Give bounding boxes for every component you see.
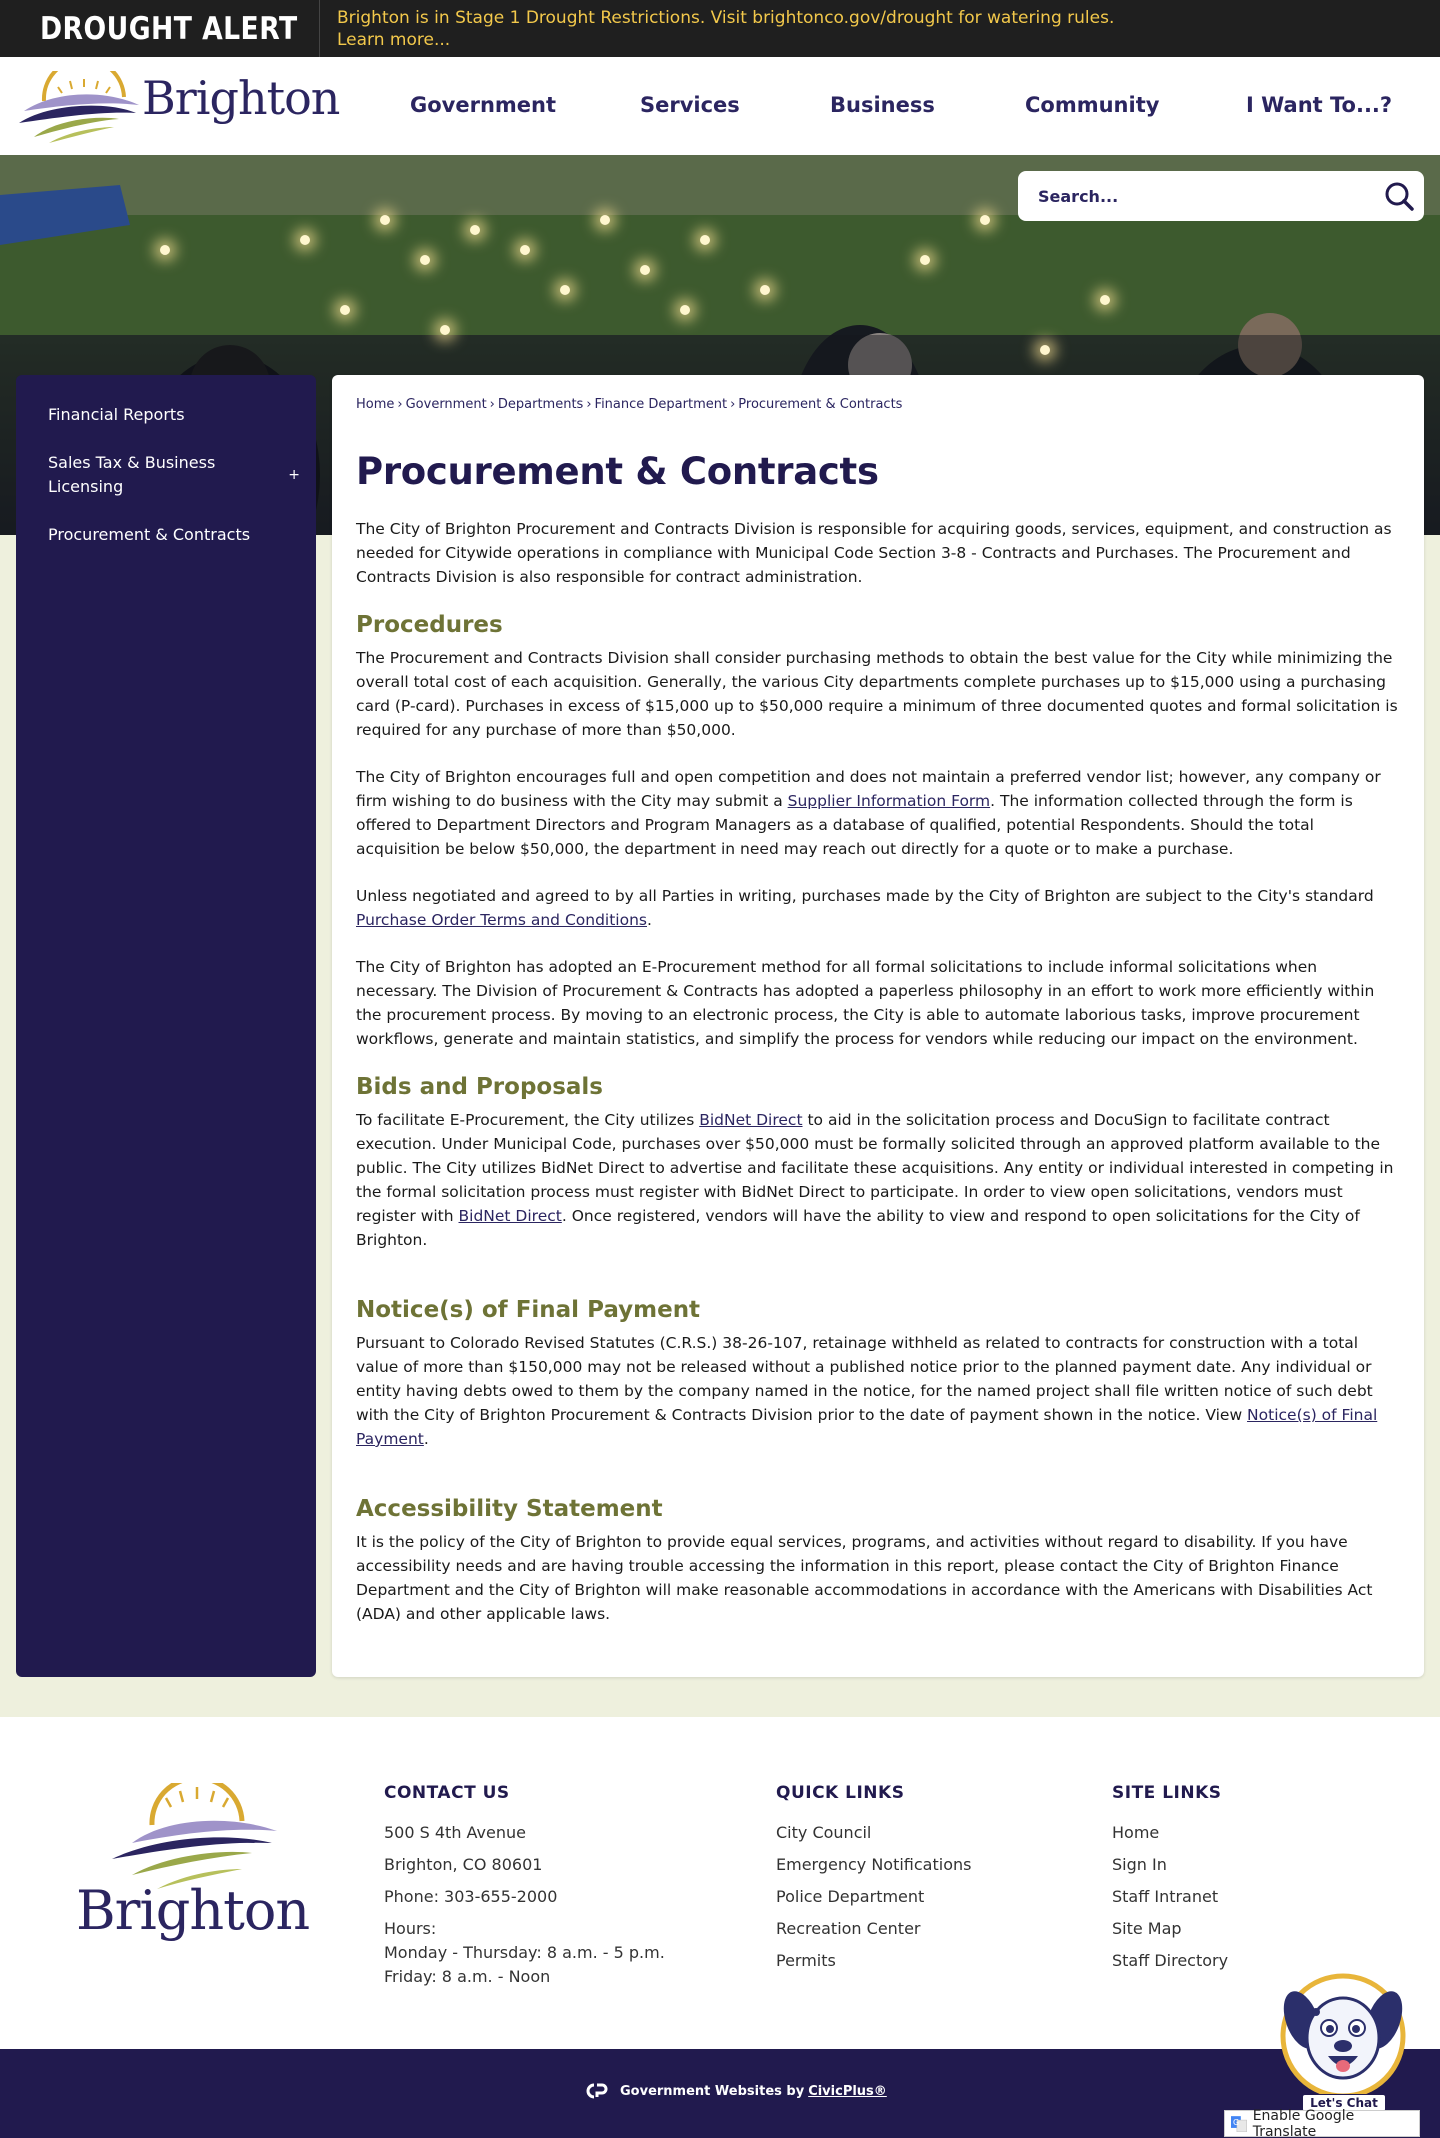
- translate-label: Enable Google Translate: [1252, 2107, 1355, 2138]
- address-line-1: 500 S 4th Avenue: [384, 1823, 526, 1842]
- civicplus-link[interactable]: CivicPlus®: [808, 2083, 887, 2099]
- nav-community[interactable]: Community: [1025, 93, 1160, 117]
- alert-message[interactable]: [337, 7, 1114, 51]
- section-sidebar: [16, 375, 316, 1677]
- phone[interactable]: Phone: 303-655-2000: [384, 1887, 558, 1906]
- text-span: to aid in the solicitation process and DocuSign to facilitate contract execution. Under Municipal Code, purchases over $50,000 must be formally solicited through an approved platform available to the public. The City utilizes BidNet Direct to advertise and facilitate these acquisitions. Any entity or individual interested in competing in the formal solicitation process must register with BidNet Direct to participate. In order to view open solicitations, vendors must register with: [356, 1111, 1394, 1225]
- footer-logo-mark-icon: [72, 1783, 312, 1893]
- text-span: To facilitate E-Procurement, the City utilizes: [356, 1111, 700, 1129]
- bids-paragraph: [356, 1108, 1400, 1252]
- sidebar-item-label: Procurement & Contracts: [48, 525, 251, 544]
- text-span: The City of Brighton encourages full and open competition and does not maintain a preferred vendor list; however, any company or firm wishing to do business with the City may submit a: [356, 768, 1381, 810]
- bidnet-link-1[interactable]: BidNet Direct: [699, 1111, 803, 1129]
- sidebar-item-label: Sales Tax & Business Licensing: [48, 453, 216, 496]
- nav-business[interactable]: Business: [830, 93, 935, 117]
- sidebar-item-sales-tax[interactable]: [16, 437, 316, 509]
- procedures-paragraph-3: [356, 884, 1400, 932]
- page-title: Procurement & Contracts: [356, 450, 879, 493]
- site-link-sign-in[interactable]: Sign In: [1112, 1855, 1167, 1874]
- svg-text:G: G: [1232, 2117, 1240, 2127]
- search-input[interactable]: [1038, 187, 1358, 206]
- accessibility-paragraph: It is the policy of the City of Brighton to provide equal services, programs, and activities without regard to disability. If you have accessibility needs and are having trouble accessing the information in this report, please contact the City of Brighton Finance Department and the City of Brighton will make reasonable accommodations in accordance with the Americans with Disabilities Act (ADA) and other applicable laws.: [356, 1533, 1373, 1623]
- dog-mascot-icon: [1276, 1972, 1410, 2100]
- address-line-2: Brighton, CO 80601: [384, 1855, 543, 1874]
- text-span: .: [647, 911, 652, 929]
- quick-link-permits[interactable]: Permits: [776, 1951, 836, 1970]
- alert-message-text: Brighton is in Stage 1 Drought Restrictions. Visit brightonco.gov/drought for watering rules.: [337, 8, 1115, 28]
- text-span: Unless negotiated and agreed to by all Parties in writing, purchases made by the City of Brighton are subject to the City's standard: [356, 887, 1374, 905]
- quick-links-column: [776, 1783, 971, 1977]
- main-content: [332, 375, 1424, 1677]
- site-links-heading: SITE LINKS: [1112, 1783, 1222, 1803]
- bidnet-link-2[interactable]: BidNet Direct: [458, 1207, 562, 1225]
- civicplus-logo-icon: [584, 2083, 610, 2099]
- contact-heading: CONTACT US: [384, 1783, 510, 1803]
- alert-title: DROUGHT ALERT: [40, 10, 298, 47]
- nav-i-want-to[interactable]: I Want To...?: [1246, 93, 1393, 117]
- drought-alert-bar: [0, 0, 1440, 57]
- breadcrumb-home[interactable]: Home: [356, 397, 395, 412]
- hours-weekday: Monday - Thursday: 8 a.m. - 5 p.m.: [384, 1943, 665, 1962]
- google-translate-icon: [1231, 2116, 1247, 2132]
- civicplus-credit: [584, 2083, 887, 2099]
- search-icon[interactable]: [1384, 181, 1414, 211]
- quick-link-emergency[interactable]: Emergency Notifications: [776, 1855, 972, 1874]
- procedures-paragraph-4: The City of Brighton has adopted an E-Procurement method for all formal solicitations to include informal solicitations when necessary. The Division of Procurement & Contracts has adopted a paperless philosophy in an effort to work more efficiently within the procurement process. By moving to an electronic process, the City is able to automate laborious tasks, improve procurement workflows, generate and maintain statistics, and simplify the process for vendors while reducing our impact on the environment.: [356, 958, 1375, 1048]
- hours-block: [384, 1917, 665, 1989]
- nav-government[interactable]: Government: [410, 93, 557, 117]
- site-link-site-map[interactable]: Site Map: [1112, 1919, 1182, 1938]
- procedures-paragraph-2: [356, 765, 1400, 861]
- sidebar-item-procurement[interactable]: [16, 509, 316, 557]
- site-footer: [0, 1717, 1440, 2049]
- supplier-form-link[interactable]: Supplier Information Form: [787, 792, 991, 810]
- site-link-staff-intranet[interactable]: Staff Intranet: [1112, 1887, 1219, 1906]
- breadcrumb-current[interactable]: Procurement & Contracts: [738, 397, 903, 412]
- site-link-home[interactable]: Home: [1112, 1823, 1160, 1842]
- text-span: .: [423, 1430, 429, 1448]
- footer-logo[interactable]: [72, 1783, 312, 1953]
- sidebar-item-label: Financial Reports: [48, 405, 185, 424]
- procedures-heading: Procedures: [356, 612, 503, 638]
- site-header: [0, 57, 1440, 155]
- site-search: [1018, 171, 1424, 221]
- contact-column: [384, 1783, 665, 1989]
- notice-heading: Notice(s) of Final Payment: [356, 1297, 701, 1323]
- text-span: . The information collected through the form is offered to Department Directors and Program Managers as a database of qualified, potential Respondents. Should the total acquisition be below $50,000, the department in need may reach out directly for a quote or to make a purchase.: [356, 792, 1353, 858]
- alert-title-area: [0, 0, 320, 57]
- bids-heading: Bids and Proposals: [356, 1074, 603, 1100]
- accessibility-heading: Accessibility Statement: [356, 1496, 663, 1522]
- chat-label[interactable]: Let's Chat: [1302, 2094, 1386, 2112]
- brighton-logo[interactable]: [14, 71, 340, 143]
- breadcrumb-finance[interactable]: Finance Department: [594, 397, 728, 412]
- site-link-staff-directory[interactable]: Staff Directory: [1112, 1951, 1229, 1970]
- footer-logo-text: Brighton: [76, 1879, 310, 1942]
- intro-paragraph: The City of Brighton Procurement and Contracts Division is responsible for acquiring goods, services, equipment, and construction as needed for Citywide operations in compliance with Municipal Code Section 3-8 - Contracts and Purchases. The Procurement and Contracts Division is also responsible for contract administration.: [356, 520, 1392, 586]
- quick-link-recreation[interactable]: Recreation Center: [776, 1919, 921, 1938]
- notice-paragraph: [356, 1331, 1400, 1451]
- quick-link-police[interactable]: Police Department: [776, 1887, 925, 1906]
- credit-text: Government Websites by: [620, 2083, 805, 2099]
- logo-mark-icon: [14, 71, 144, 143]
- text-span: Pursuant to Colorado Revised Statutes (C.R.S.) 38-26-107, retainage withheld as related to contracts for construction with a total value of more than $150,000 may not be released without a published notice prior to the planned payment date. Any individual or entity having debts owed to them by the company named in the notice, for the named project shall file written notice of such debt with the City of Brighton Procurement & Contracts Division prior to the date of payment shown in the notice. View: [356, 1334, 1373, 1424]
- sidebar-item-financial-reports[interactable]: [16, 393, 316, 437]
- quick-link-city-council[interactable]: City Council: [776, 1823, 872, 1842]
- breadcrumb: Home › Government › Departments › Finance Department › Procurement & Contracts: [356, 397, 903, 412]
- expand-icon[interactable]: +: [288, 467, 300, 483]
- chat-widget[interactable]: [1276, 1972, 1410, 2112]
- hours-friday: Friday: 8 a.m. - Noon: [384, 1967, 551, 1986]
- text-span: . Once registered, vendors will have the ability to view and respond to open solicitations for the City of Brighton.: [356, 1207, 1360, 1249]
- quick-links-heading: QUICK LINKS: [776, 1783, 905, 1803]
- breadcrumb-government[interactable]: Government: [405, 397, 487, 412]
- nav-services[interactable]: Services: [640, 93, 740, 117]
- google-translate-button[interactable]: [1224, 2107, 1420, 2138]
- site-links-column: [1112, 1783, 1228, 1977]
- breadcrumb-departments[interactable]: Departments: [497, 397, 584, 412]
- hours-label: Hours:: [384, 1919, 437, 1938]
- logo-text: Brighton: [142, 71, 340, 125]
- final-payment-link[interactable]: Notice(s) of Final Payment: [356, 1406, 1378, 1448]
- alert-learn-more-link[interactable]: Learn more...: [337, 30, 451, 50]
- procedures-paragraph-1: The Procurement and Contracts Division shall consider purchasing methods to obtain the best value for the City while minimizing the overall total cost of each acquisition. Generally, the various City departments complete purchases up to $15,000 using a purchasing card (P-card). Purchases in excess of $15,000 up to $50,000 require a minimum of three documented quotes and formal solicitation is required for any purchase of more than $50,000.: [356, 649, 1398, 739]
- po-terms-link[interactable]: Purchase Order Terms and Conditions: [356, 911, 647, 929]
